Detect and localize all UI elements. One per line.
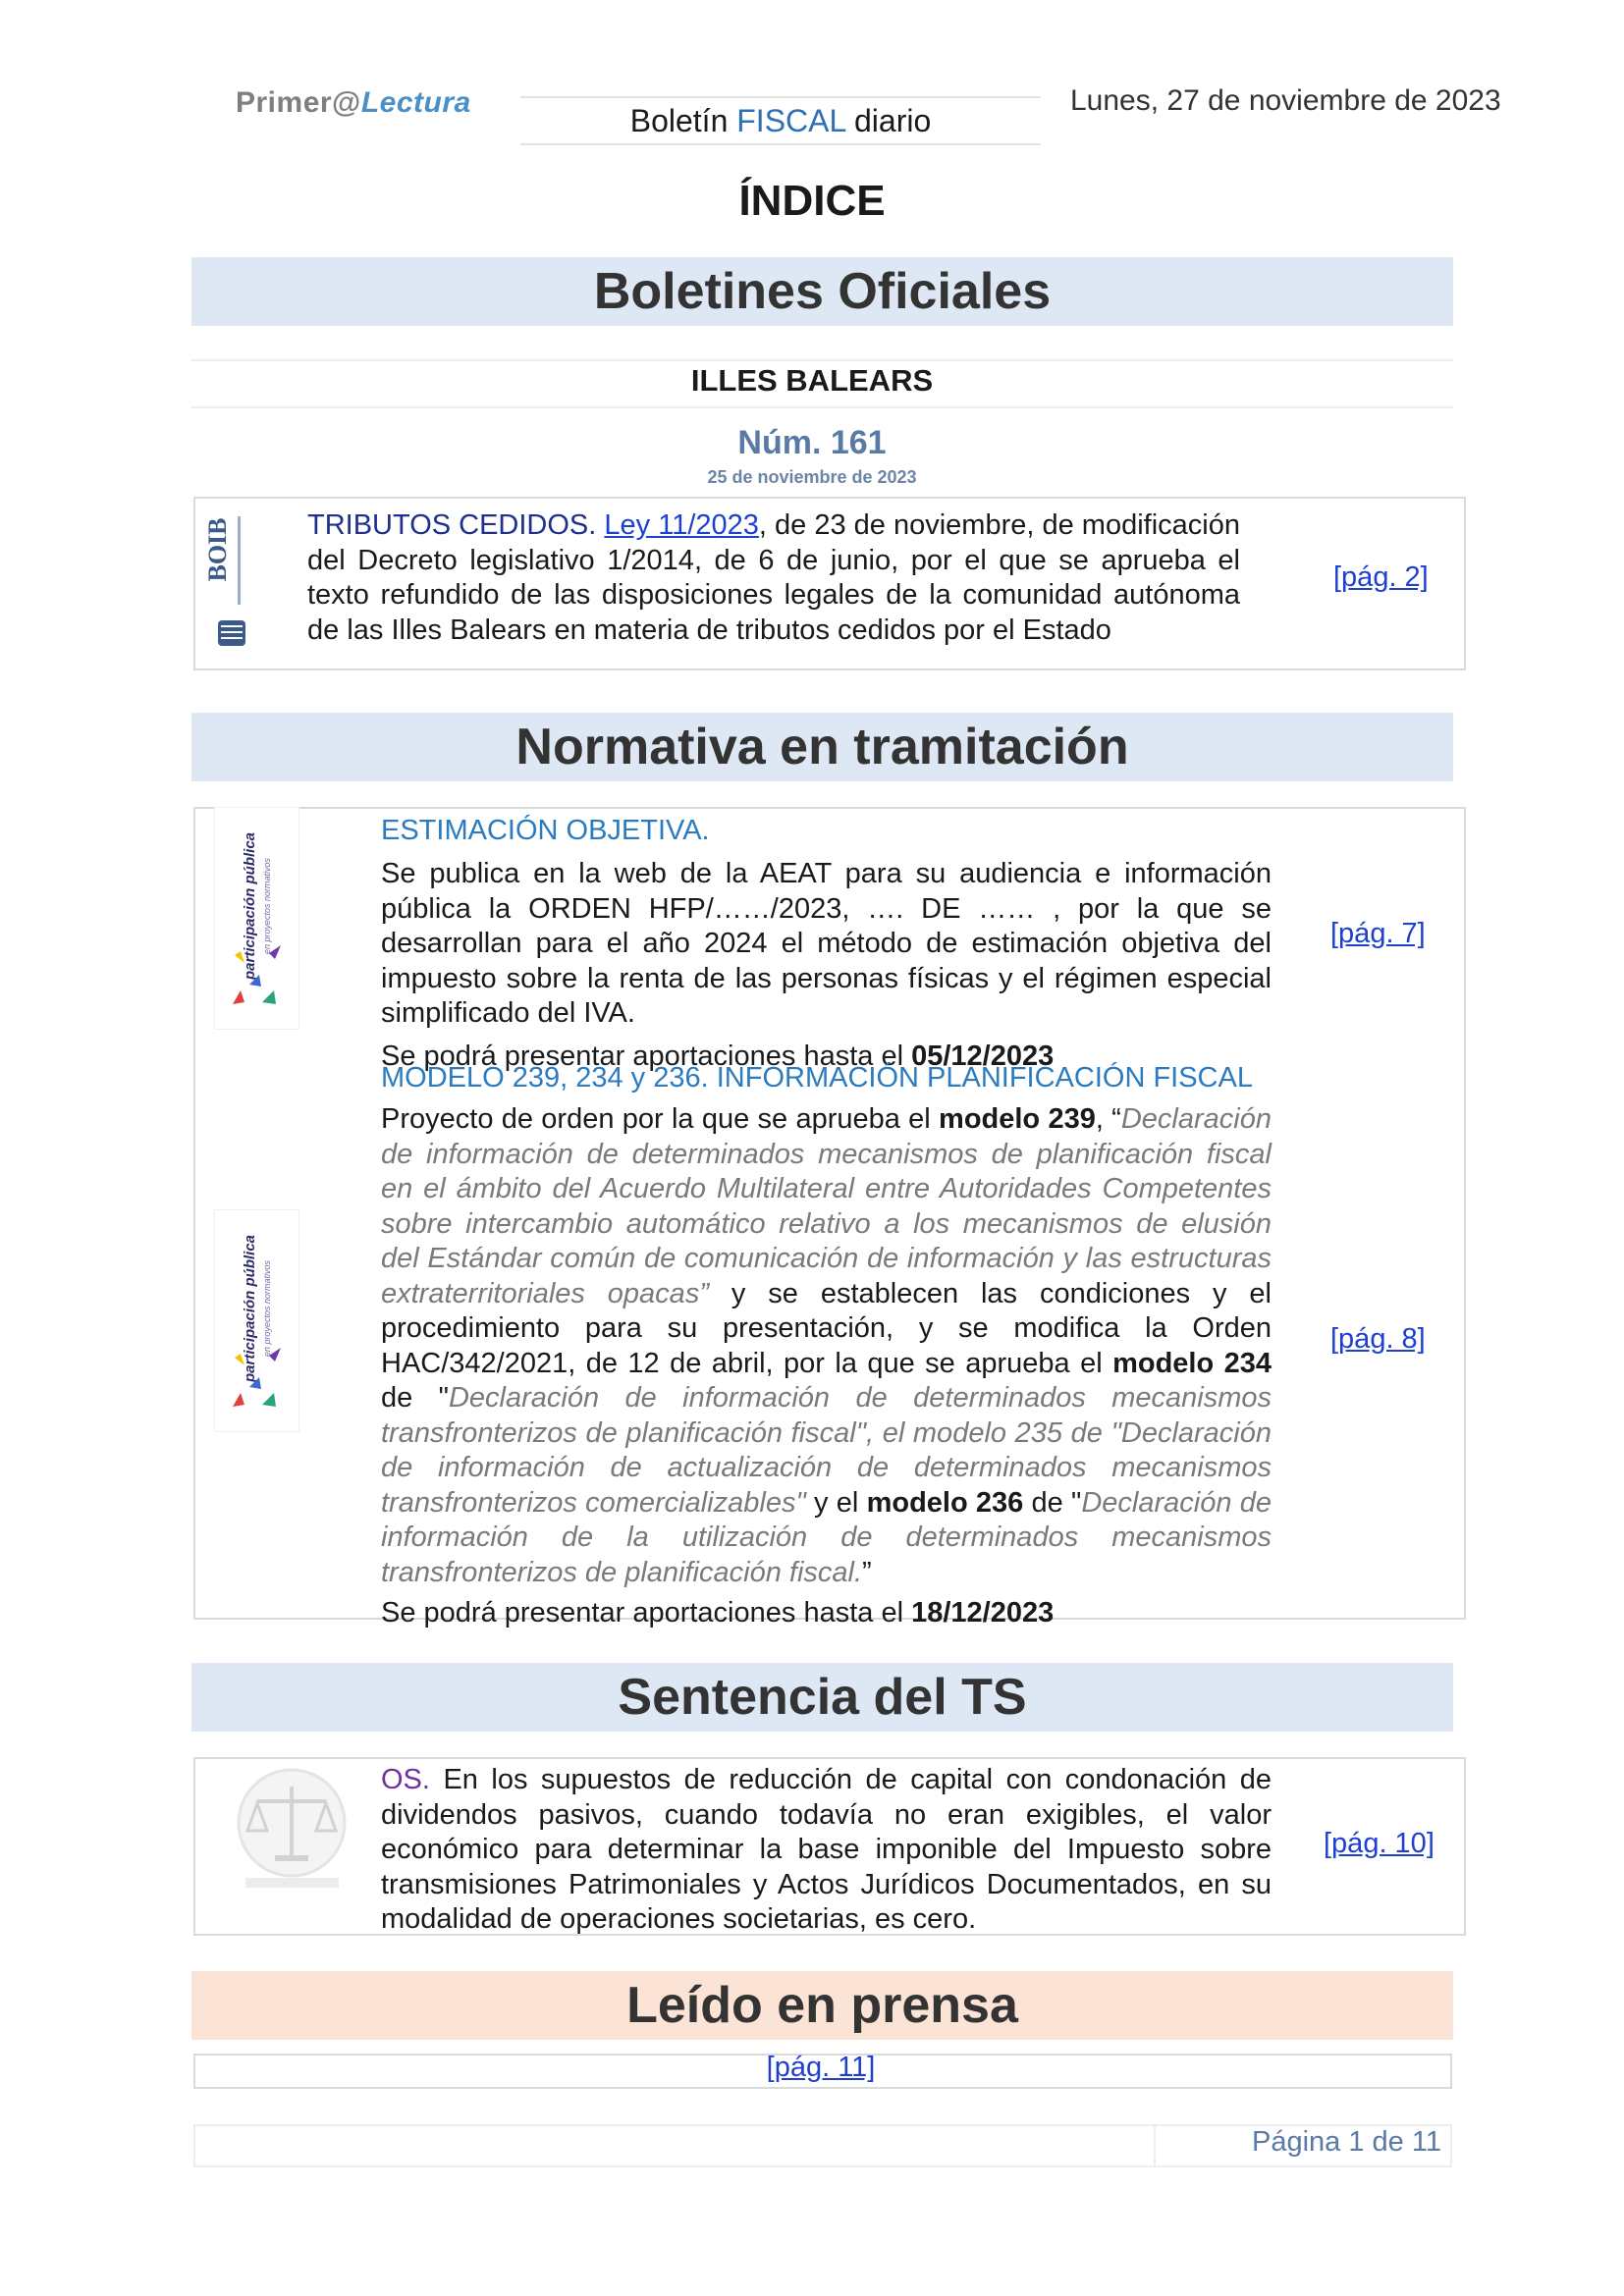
deadline-label: Se podrá presentar aportaciones hasta el (381, 1597, 912, 1629)
page-number: Página 1 de 11 (1252, 2126, 1441, 2158)
sentencia-entry (381, 1763, 1272, 1938)
bulletin-title (520, 96, 1041, 145)
region-title: ILLES BALEARS (690, 363, 934, 398)
index-title: ÍNDICE (738, 177, 886, 225)
ley-link[interactable]: Ley 11/2023 (604, 509, 759, 541)
entry-text: , de 23 de noviembre, de modificación del Decreto legislativo 1/2014, de 6 de junio, por el que se aprueba el texto refundido de las disposiciones legales de la comunidad autónoma de las Illes Balears en materia de tributos cedidos por el Estado (307, 509, 1240, 646)
bulletin-pre: Boletín (629, 103, 737, 138)
normativa-entry-2 (381, 1062, 1272, 1631)
entry-heading: MODELO 239, 234 y 236. INFORMACIÓN PLANIFICACIÓN FISCAL (381, 1062, 1253, 1094)
deadline-date: 18/12/2023 (911, 1597, 1055, 1629)
entry-text: En los supuestos de reducción de capital con condonación de dividendos pasivos, cuando todavía no eran exigibles, el valor económico para determinar la base imponible del Impuesto sobre transmisiones Patrimoniales y Actos Jurídicos Documentados, en su modalidad de operaciones societarias, es cero. (381, 1764, 1272, 1935)
bulletin-fiscal: FISCAL (736, 103, 846, 138)
scales-of-justice-icon (226, 1762, 358, 1899)
deadline-label: Se podrá presentar aportaciones hasta el (381, 1040, 912, 1072)
page-link-8[interactable]: [pág. 8] (1330, 1323, 1426, 1355)
boib-logo (203, 510, 257, 658)
section-normativa: Normativa en tramitación (191, 713, 1453, 781)
participacion-publica-logo (214, 1209, 299, 1432)
entry-heading: ESTIMACIÓN OBJETIVA. (381, 815, 710, 846)
page-link-2[interactable]: [pág. 2] (1333, 561, 1429, 593)
bulletin-number-date: 25 de noviembre de 2023 (707, 467, 917, 487)
prensa-entry (193, 2052, 1448, 2084)
normativa-entry-1 (381, 815, 1272, 1074)
section-sentencia: Sentencia del TS (191, 1663, 1453, 1732)
page-link-10[interactable]: [pág. 10] (1324, 1828, 1435, 1859)
header-date: Lunes, 27 de noviembre de 2023 (1070, 84, 1501, 117)
pp-logo-subtext: en proyectos normativos (262, 857, 272, 955)
boletin-entry (307, 508, 1240, 648)
participacion-publica-logo (214, 807, 299, 1030)
bulletin-post: diario (845, 103, 932, 138)
page-link-11[interactable]: [pág. 11] (766, 2052, 876, 2083)
entry-text: Se publica en la web de la AEAT para su audiencia e información pública la ORDEN HFP/……/2023, …. DE …… , por la que se desarrollan para el año 2024 el método de estimación objetiva del impuesto sobre la renta de las personas físicas y el régimen especial simplificado del IVA. (381, 858, 1272, 1029)
boib-logo-text: BOIB (203, 517, 232, 582)
page-link-7[interactable]: [pág. 7] (1330, 918, 1426, 949)
brand-part2: Lectura (360, 86, 471, 119)
section-boletines: Boletines Oficiales (191, 257, 1453, 326)
brand-part1: Primer@ (236, 86, 361, 119)
brand-logo (236, 86, 471, 120)
divider (191, 406, 1453, 408)
pp-logo-text: participación pública (242, 831, 258, 981)
bulletin-number: Núm. 161 (737, 424, 887, 461)
pp-logo-subtext: en proyectos normativos (262, 1259, 272, 1358)
section-prensa: Leído en prensa (191, 1971, 1453, 2040)
footer-divider (1154, 2124, 1156, 2165)
deadline-date: 05/12/2023 (911, 1040, 1055, 1072)
entry-deadline (381, 1596, 1272, 1631)
entry-text: Proyecto de orden por la que se aprueba el modelo 239, “Declaración de información de determinados mecanismos de planificación fiscal en el ámbito del Acuerdo Multilateral entre Autoridades Competentes sobre intercambio automático relativo a los mecanismos de elusión del Estándar común de comunicación de información y las estructuras extraterritoriales opacas” y se establecen las condiciones y el procedimiento para su presentación, y se modifica la Orden HAC/342/2021, de 12 de abril, por la que se aprueba el modelo 234 de "Declaración de información de determinados mecanismos transfronterizos de planificación fiscal", el modelo 235 de "Declaración de información de actualización de determinados mecanismos transfronterizos comercializables" y el modelo 236 de "Declaración de información de la utilización de determinados mecanismos transfronterizos de planificación fiscal.” (381, 1103, 1272, 1588)
pp-logo-text: participación pública (242, 1234, 258, 1383)
divider (191, 359, 1453, 361)
entry-keyword: TRIBUTOS CEDIDOS. (307, 509, 597, 541)
entry-keyword: OS. (381, 1764, 430, 1795)
